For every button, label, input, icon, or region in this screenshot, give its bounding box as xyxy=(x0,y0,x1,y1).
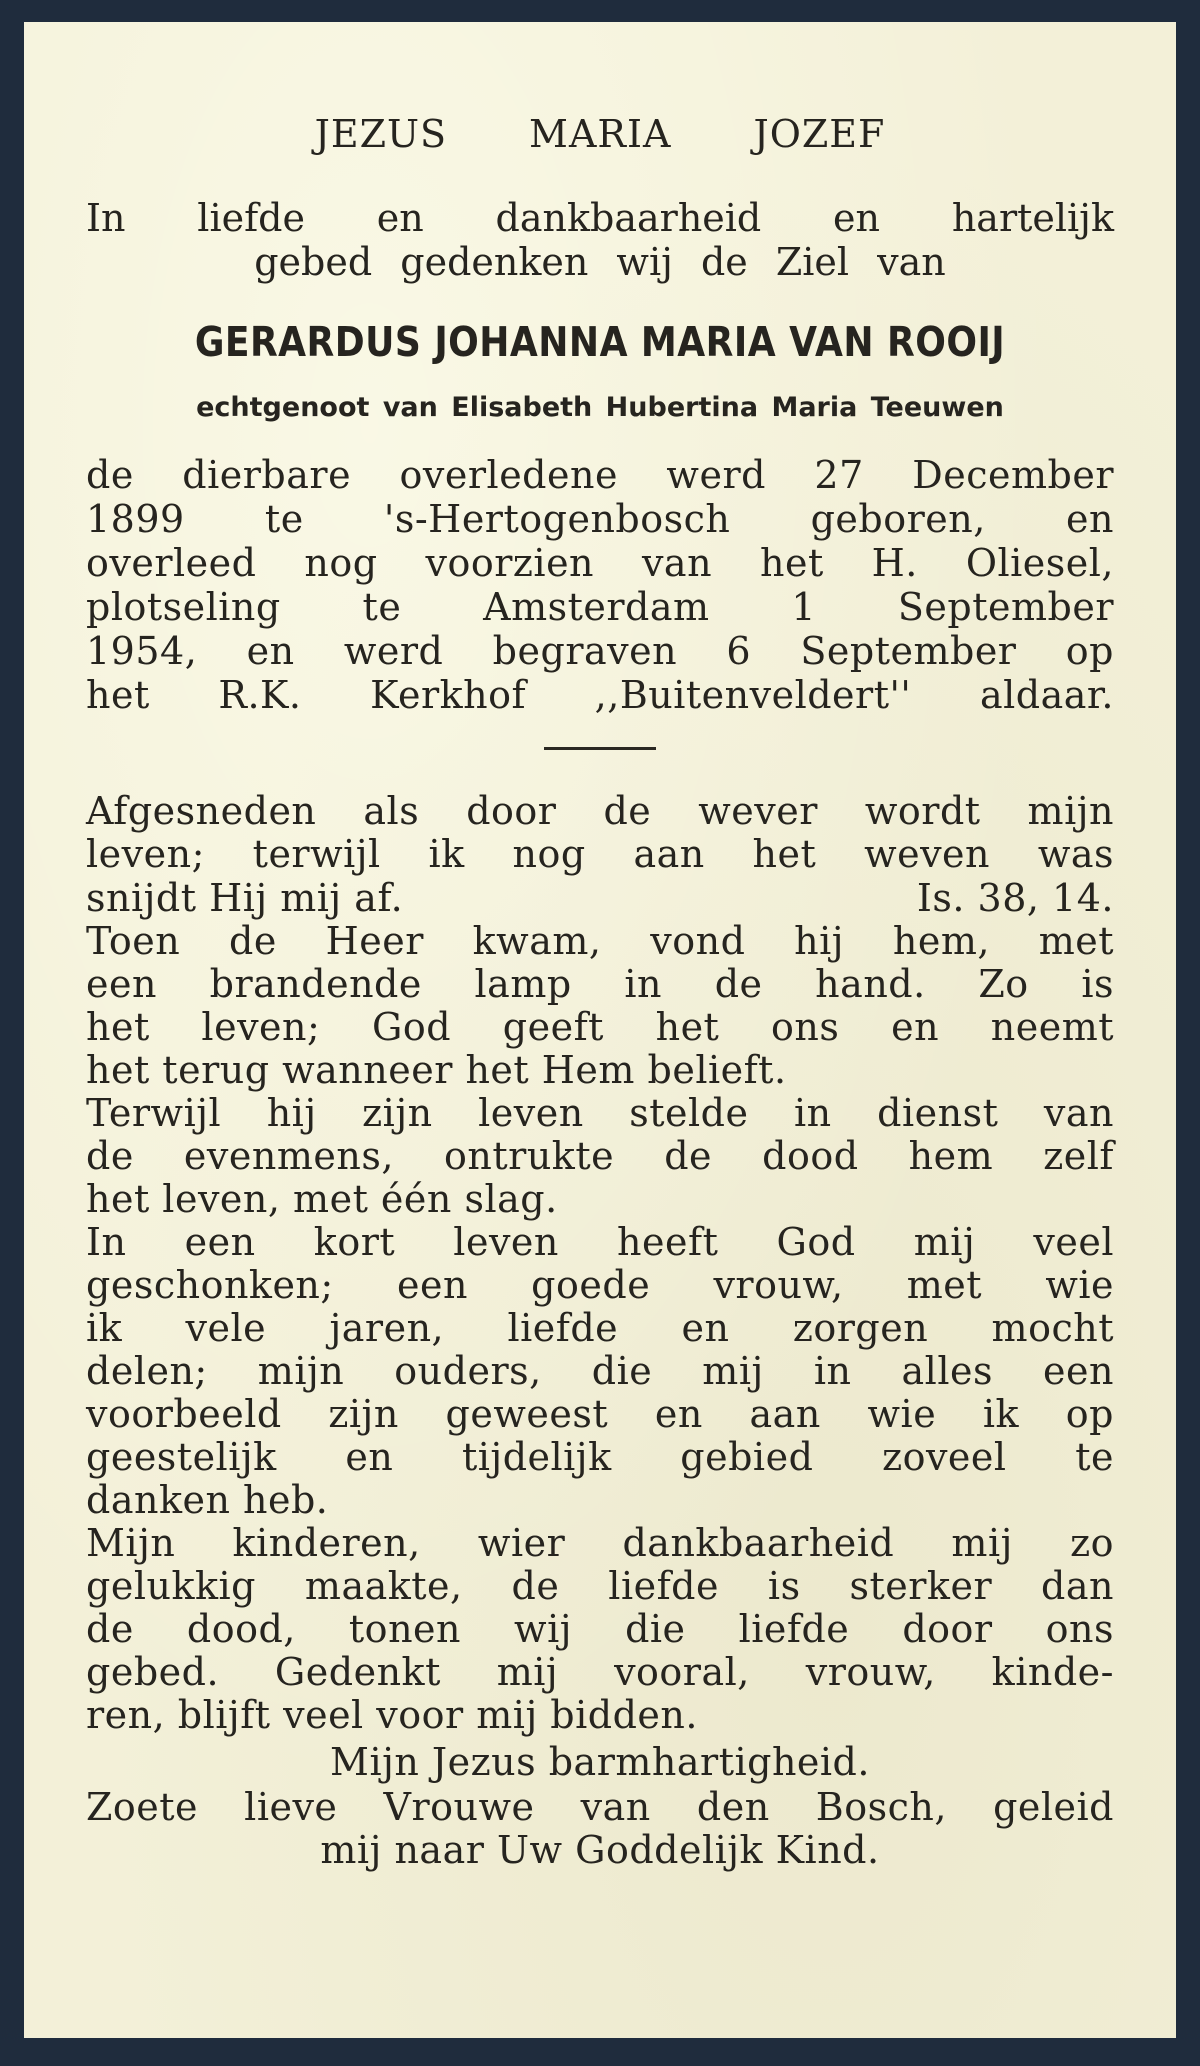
memorial-card xyxy=(24,22,1176,2038)
biography-line: 1899 te 's-Hertogenbosch geboren, en xyxy=(86,497,1114,541)
ejaculation-line: Mijn Jezus barmhartigheid. xyxy=(330,1740,870,1784)
verse-line: leven; terwijl ik nog aan het weven was xyxy=(86,832,1114,876)
biography-line: de dierbare overledene werd 27 December xyxy=(86,453,1114,497)
prayer-line: Toen de Heer kwam, vond hij hem, met xyxy=(86,919,1114,963)
verse-reference: Is. 38, 14. xyxy=(916,876,1114,920)
biography xyxy=(86,453,1114,717)
prayer-text-4 xyxy=(86,1522,1114,1737)
prayer-line: gebed. Gedenkt mij vooral, vrouw, kinde- xyxy=(86,1650,1114,1694)
prayer-line: de evenmens, ontrukte de dood hem zelf xyxy=(86,1134,1114,1178)
verse-last-line xyxy=(86,876,1114,920)
prayer-line: ik vele jaren, liefde en zorgen mocht xyxy=(86,1306,1114,1350)
heading-word-jezus: JEZUS xyxy=(314,112,448,156)
biography-line: plotseling te Amsterdam 1 September xyxy=(86,585,1114,629)
prayer-line: het leven, met één slag. xyxy=(86,1177,558,1221)
prayer-line: In een kort leven heeft God mij veel xyxy=(86,1220,1114,1264)
prayer-line: danken heb. xyxy=(86,1478,329,1522)
prayer-line: Terwijl hij zijn leven stelde in dienst van xyxy=(86,1091,1114,1135)
prayer-line: voorbeeld zijn geweest en aan wie ik op xyxy=(86,1392,1114,1436)
prayer-text-1 xyxy=(86,920,1114,1092)
heading-word-jozef: JOZEF xyxy=(753,112,886,156)
prayer-line: gelukkig maakte, de liefde is sterker dan xyxy=(86,1564,1114,1608)
prayer-line: de dood, tonen wij die liefde door ons xyxy=(86,1607,1114,1651)
prayer-line: geschonken; een goede vrouw, met wie xyxy=(86,1263,1114,1307)
heading-word-maria: MARIA xyxy=(529,112,672,156)
prayer-text-3 xyxy=(86,1221,1114,1522)
prayer-line: het terug wanneer het Hem belieft. xyxy=(86,1048,787,1092)
prayer-line: geestelijk en tijdelijk gebied zoveel te xyxy=(86,1435,1114,1479)
verse-text: snijdt Hij mij af. xyxy=(86,876,404,920)
closing-line-1: Zoete lieve Vrouwe van den Bosch, geleid xyxy=(86,1785,1114,1829)
prayer-line: delen; mijn ouders, die mij in alles een xyxy=(86,1349,1114,1393)
biography-line: overleed nog voorzien van het H. Oliesel, xyxy=(86,541,1114,585)
spouse-line: echtgenoot van Elisabeth Hubertina Maria Teeuwen xyxy=(196,392,1004,423)
prayer-line: Mijn kinderen, wier dankbaarheid mij zo xyxy=(86,1521,1114,1565)
prayer-line: ren, blijft veel voor mij bidden. xyxy=(86,1693,698,1737)
divider-rule xyxy=(544,747,656,750)
intro-line-2: gebed gedenken wij de Ziel van xyxy=(254,240,946,284)
heading xyxy=(86,112,1114,156)
ejaculation xyxy=(86,1741,1114,1784)
closing-prayer xyxy=(86,1786,1114,1872)
verse xyxy=(86,790,1114,920)
biography-line: 1954, en werd begraven 6 September op xyxy=(86,629,1114,673)
closing-line-2: mij naar Uw Goddelijk Kind. xyxy=(320,1828,880,1872)
biography-line: het R.K. Kerkhof ,,Buitenveldert'' aldaar. xyxy=(86,673,1114,717)
prayer-line: het leven; God geeft het ons en neemt xyxy=(86,1005,1114,1049)
intro-line-1: In liefde en dankbaarheid en hartelijk xyxy=(86,196,1114,240)
verse-line: Afgesneden als door de wever wordt mijn xyxy=(86,789,1114,833)
intro-text xyxy=(86,196,1114,284)
deceased-name: GERARDUS JOHANNA MARIA VAN ROOIJ xyxy=(194,318,1006,366)
prayer-text-2 xyxy=(86,1092,1114,1221)
prayer-line: een brandende lamp in de hand. Zo is xyxy=(86,962,1114,1006)
